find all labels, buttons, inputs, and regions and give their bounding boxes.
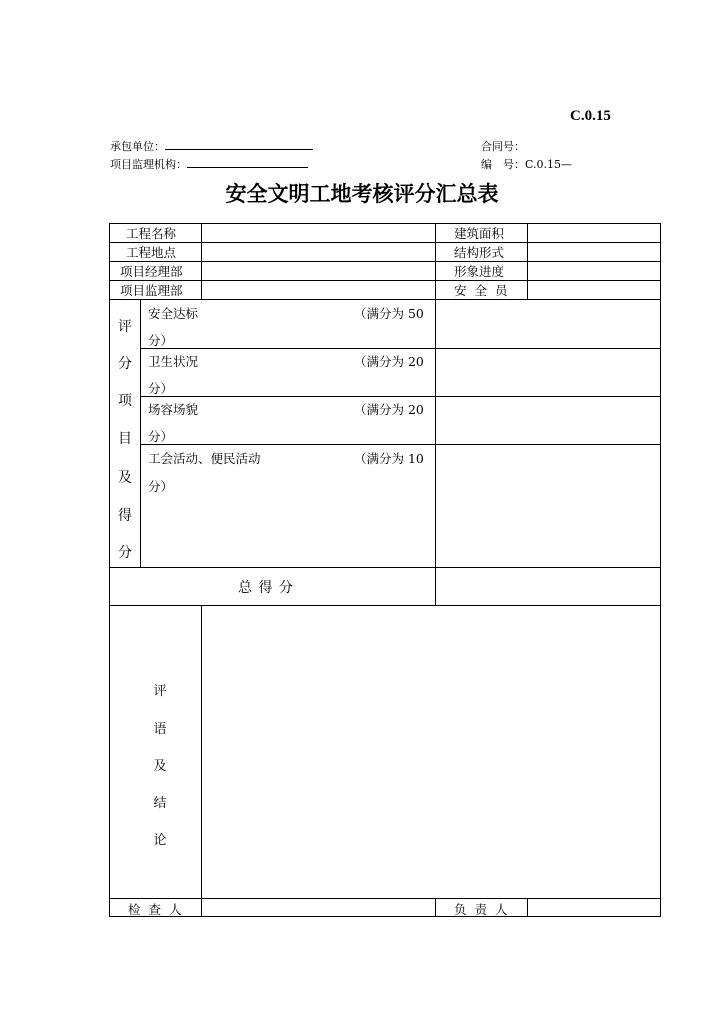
item-union-activities-max: （满分为 10 [354, 451, 424, 466]
label-supervision-department: 项目监理部 [120, 283, 183, 298]
section-label-char-6: 得 [118, 508, 132, 524]
item-safety-max: （满分为 50 [354, 306, 424, 321]
inspector-label: 检 查 人 [128, 902, 184, 917]
section-label-char-7: 分 [118, 545, 132, 561]
page-title: 安全文明工地考核评分汇总表 [225, 182, 499, 206]
contract-no-label: 合同号： [481, 140, 525, 153]
label-structure-type: 结构形式 [454, 245, 505, 260]
section-label-char-4: 目 [118, 431, 132, 447]
assessment-table [109, 223, 661, 917]
item-site-appearance-name: 场容场貌 [148, 402, 199, 417]
contractor-line[interactable] [165, 139, 313, 150]
serial-field [481, 156, 572, 172]
label-safety-officer: 安 全 员 [454, 283, 510, 298]
item-hygiene-name: 卫生状况 [148, 354, 199, 369]
label-project-name: 工程名称 [126, 226, 177, 241]
section-label-char-5: 及 [118, 470, 132, 486]
section-label-char-2: 分 [118, 356, 132, 372]
label-pm-department: 项目经理部 [120, 264, 183, 279]
form-code: C.0.15 [570, 108, 611, 124]
section-label-char-3: 项 [118, 393, 132, 409]
comments-label-char-5: 论 [153, 833, 167, 848]
comments-label-char-1: 评 [153, 684, 167, 699]
responsible-label: 负 责 人 [454, 902, 510, 917]
supervisor-org-line[interactable] [187, 157, 308, 168]
total-score-label: 总 得 分 [238, 580, 294, 596]
serial-label: 编 号： [481, 158, 525, 171]
item-union-activities-max-cont: 分） [148, 479, 174, 494]
item-site-appearance-max-cont: 分） [148, 429, 174, 444]
section-label-char-1: 评 [118, 319, 132, 335]
item-hygiene-max-cont: 分） [148, 381, 174, 396]
comments-label-char-4: 结 [153, 796, 167, 811]
comments-label-char-2: 语 [153, 722, 167, 737]
supervisor-org-field [110, 156, 308, 172]
item-union-activities-name: 工会活动、便民活动 [148, 451, 261, 466]
item-hygiene-max: （满分为 20 [354, 354, 424, 369]
label-building-area: 建筑面积 [454, 226, 505, 241]
contractor-label: 承包单位： [110, 140, 165, 153]
supervisor-org-label: 项目监理机构： [110, 158, 187, 171]
item-site-appearance-max: （满分为 20 [354, 402, 424, 417]
label-progress: 形象进度 [454, 264, 505, 279]
comments-label-char-3: 及 [153, 759, 167, 774]
serial-value: C.0.15— [525, 158, 573, 171]
label-project-location: 工程地点 [126, 245, 177, 260]
item-safety-max-cont: 分） [148, 333, 174, 348]
item-safety-name: 安全达标 [148, 306, 199, 321]
contractor-field [110, 138, 313, 154]
